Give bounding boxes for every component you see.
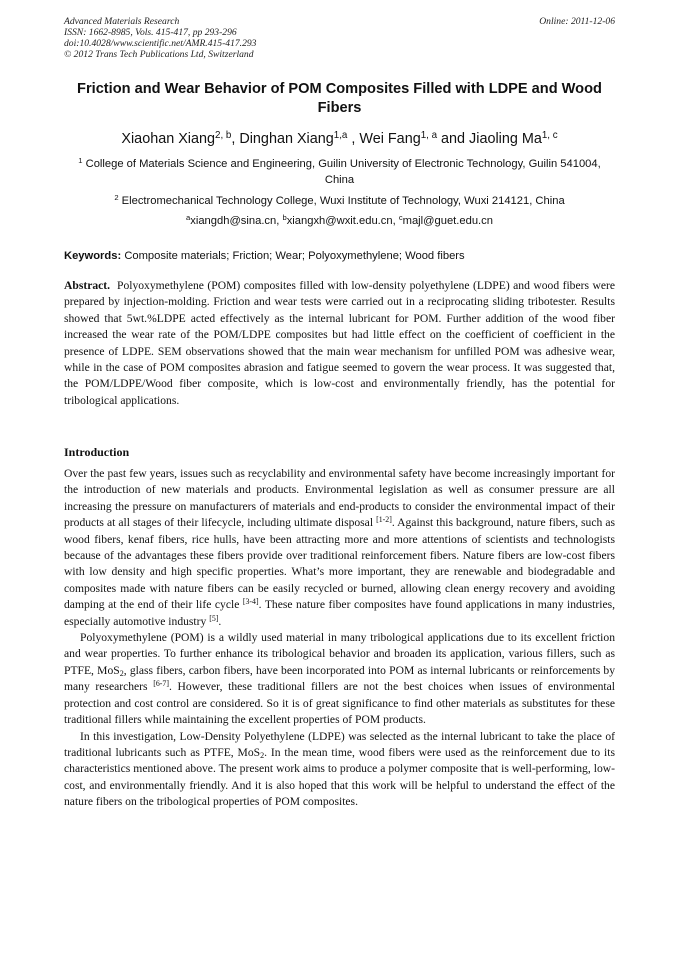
text-run: . In the mean time, wood fibers were used as the reinforcement due to its characteristics mentioned above. The present work aims to produce a polymer composite that is well-performing, low-cost, and environmentally friendly. And it is also hoped that this work will be helpful to understand the effect of the nature fibers on the tribological properties of POM composites. [64,745,615,809]
affiliation-sup: 1 [78,156,83,166]
subscript: 2 [119,668,124,678]
copyright-line: © 2012 Trans Tech Publications Ltd, Switzerland [64,49,254,60]
text-run: . These nature fiber composites have found applications in many industries, especially automotive industry [64,598,615,628]
email-text: xiangdh@sina.cn, [190,215,283,227]
email-sup: c [398,213,403,223]
email-text: xiangxh@wxit.edu.cn, [286,215,399,227]
journal-name: Advanced Materials Research [64,16,180,27]
abstract [64,278,615,409]
affiliation-2 [64,193,615,209]
text-run: Over the past few years, issues such as recyclability and environmental safety have become increasingly important for the introduction of new materials and products. Environmental legislation as well as consumer pressure are all increasing the pressure on manufacturers of materials and end-products to consider the environmental impact of their products at all stages of their lifecycle, including ultimate disposal [64,467,615,530]
keywords [64,249,615,264]
author-sup: 1, c [541,130,558,142]
abstract-text: Polyoxymethylene (POM) composites filled with low-density polyethylene (LDPE) and wood fibers were prepared by injection-molding. Friction and wear tests were carried out in a reciprocating sliding tribotester. Results showed that 5wt.%LDPE acted effectively as the internal lubricant for POM. Further addition of the wood fiber increased the wear rate of the POM/LDPE composites but had little effect on the coefficient of coefficient in the presence of LDPE. SEM observations showed that the main wear mechanism for unfilled POM was adhesive wear, while in the case of POM composites abrasion and fatigue seemed to govern the wear process. It was suggested that, the POM/LDPE/Wood fiber composite, which is low-cost and environmentally friendly, has the potential for tribological applications. [64,279,615,407]
email-text: majl@guet.edu.cn [402,215,493,227]
author-sup: 1, a [420,130,438,142]
paper-title: Friction and Wear Behavior of POM Composites Filled with LDPE and Wood Fibers [77,81,602,116]
abstract-label: Abstract. [64,279,111,292]
email-line [64,213,615,229]
author-sup: 1,a [333,130,348,142]
intro-paragraph-3 [64,729,615,811]
text-run: Polyoxymethylene (POM) is a wildly used material in many tribological applications due to its excellent friction and wear properties. To further enhance its tribological behavior and broaden its application, various fillers, such as PTFE, MoS [64,631,615,677]
author-list: Xiaohan Xiang$^{2, b}$, Dinghan Xiang$^{1,a}$ , Wei Fang$^{1, a}$ and Jiaoling Ma$^{1, c}$ [121,130,558,147]
citation: [1-2] [376,515,392,525]
subscript: 2 [260,750,265,760]
abstract-paragraph [64,278,615,409]
citation: [3-4] [242,597,259,607]
issn-line: ISSN: 1662-8985, Vols. 415-417, pp 293-296 [64,27,237,38]
text-run: . Against this background, nature fibers, such as wood fibers, kenaf fibers, rice hulls, have been attracting more and more attentions of scientists and technologists because of the advantages these fibers provide over traditional reinforcement fibers. Nature fibers are low-cost fibers with low density and high specific properties. What’s more important, they are renewable and biodegradable and composites made with nature fibers can be easily recycled or burned, allowing clean energy recovery and avoiding damping at the end of their life cycle [64,516,615,612]
affiliation-text: Electromechanical Technology College, Wuxi Institute of Technology, Wuxi 214121, China [121,195,565,207]
intro-paragraph-1 [64,466,615,630]
affiliation-1 [64,156,615,188]
introduction-body [64,466,615,811]
author-name: Dinghan Xiang [239,131,334,147]
text-run: , glass fibers, carbon fibers, have been incorporated into POM as internal lubricants or reinforcements by many researchers [64,663,615,694]
doi-line: doi:10.4028/www.scientific.net/AMR.415-417.293 [64,38,257,49]
journal-header [64,16,615,60]
author-sup: 2, b [215,130,232,142]
email-sup: a [186,213,191,223]
text-run: In this investigation, Low-Density Polyethylene (LDPE) was selected as the internal lubricant to take the place of traditional lubricants such as PTFE, MoS [64,729,615,759]
text-run: . [218,614,222,628]
author-name: Jiaoling Ma [469,131,542,147]
affiliation-text: College of Materials Science and Engineering, Guilin University of Electronic Technology, Guilin 541004, China [85,158,601,186]
citation: [6-7] [153,679,169,689]
citation: [5] [209,613,219,623]
keywords-text: Composite materials; Friction; Wear; Polyoxymethylene; Wood fibers [124,250,465,262]
text-run: . However, these traditional fillers are not the best choices when issues of environmental protection and cost control are considered. So it is of great significance to find other materials as substitutes for these traditional fillers while maintaining the excellent properties of POM products. [64,680,615,727]
intro-paragraph-2 [64,630,615,728]
online-date: Online: 2011-12-06 [539,16,615,27]
author-name: Wei Fang [359,131,421,147]
author-name: Xiaohan Xiang [121,131,216,147]
affiliation-sup: 2 [114,193,119,203]
keywords-label: Keywords: [64,250,122,262]
introduction-heading: Introduction [64,445,130,459]
email-sup: b [282,213,287,223]
